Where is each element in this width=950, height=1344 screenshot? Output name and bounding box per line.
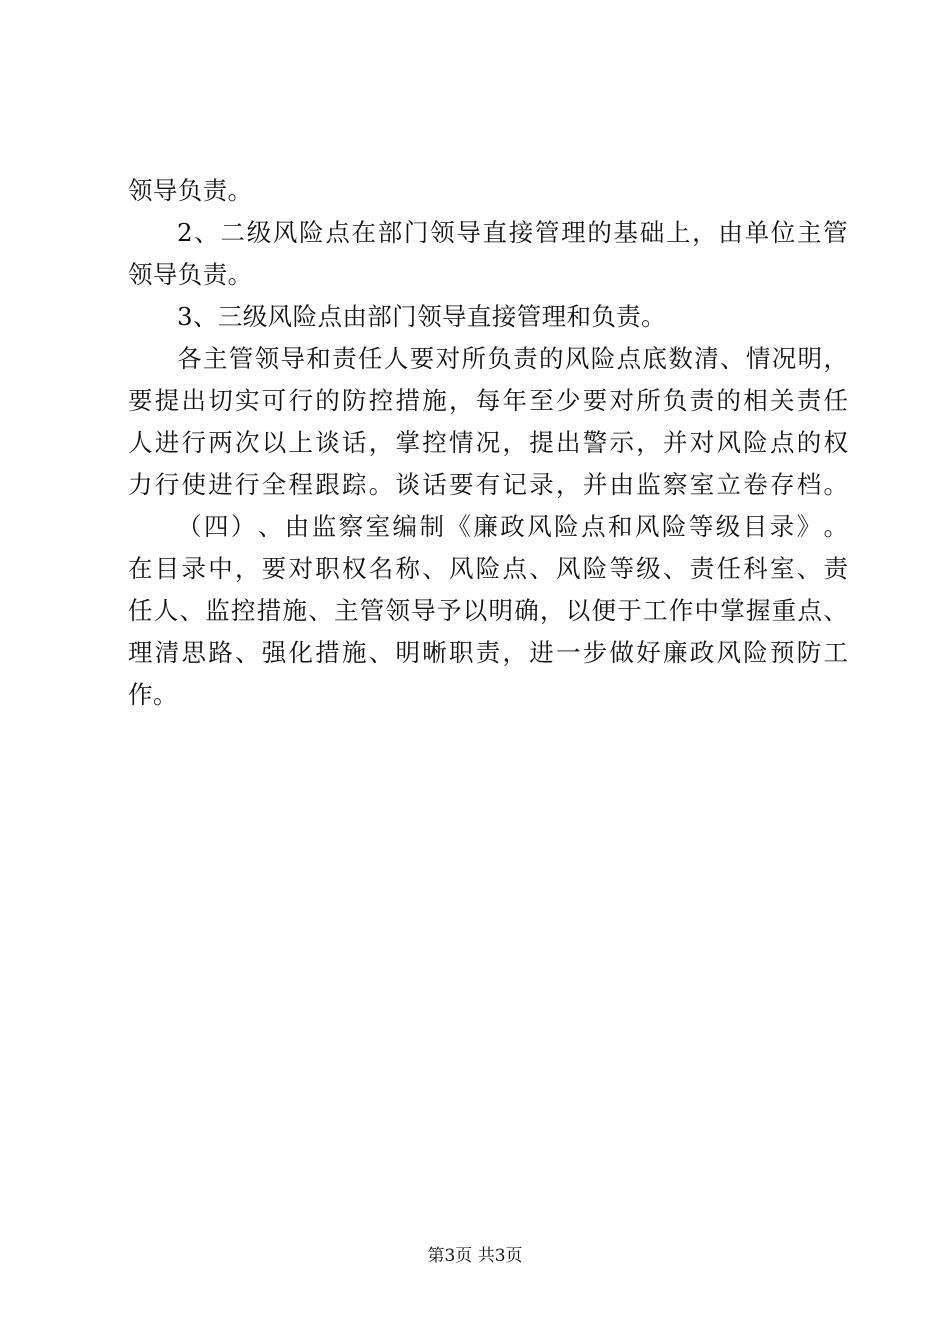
text-char: 措 [256, 596, 282, 625]
text-char: 科 [743, 554, 768, 583]
text-char: 权 [342, 554, 367, 583]
text-char: （ [177, 512, 202, 541]
text-char: 人 [153, 596, 179, 625]
text-char: ， [692, 218, 717, 247]
text-char: 况 [475, 428, 501, 457]
text-char: 力 [128, 470, 153, 499]
text-char: 工 [643, 596, 668, 625]
text-char: 掌 [395, 428, 420, 457]
text-char: 有 [475, 470, 501, 499]
text-char: 出 [181, 386, 206, 415]
text-char: 掌 [720, 596, 745, 625]
text-char: 施 [282, 596, 307, 625]
text-char: 每 [475, 386, 501, 415]
text-line: 领导负责。 [128, 176, 253, 205]
text-char: 察 [663, 470, 688, 499]
text-char: 化 [288, 638, 313, 667]
text-char: 负 [663, 386, 688, 415]
text-char: 示 [609, 428, 634, 457]
text-char: 》 [796, 512, 822, 541]
text-char: 好 [636, 638, 661, 667]
text-char: 导 [456, 218, 481, 247]
text-char: 行 [181, 428, 206, 457]
text-char: 基 [613, 218, 639, 247]
text-char: 明 [797, 344, 823, 373]
text-char: 强 [261, 638, 287, 667]
text-char: 、 [235, 638, 260, 667]
text-char: 险 [475, 554, 501, 583]
text-char: 警 [582, 428, 608, 457]
text-char: 情 [745, 344, 771, 373]
text-char: 措 [395, 386, 420, 415]
text-char: ， [502, 638, 527, 667]
text-char: 风 [556, 554, 581, 583]
text-char: 行 [154, 470, 180, 499]
text-char: 作 [668, 596, 694, 625]
text-char: ， [556, 470, 581, 499]
text-char: 险 [590, 344, 616, 373]
text-char: 室 [365, 512, 391, 541]
text-char: 工 [823, 638, 848, 667]
text-char: 风 [449, 554, 474, 583]
text-char: 施 [342, 638, 367, 667]
text-char: 两 [208, 428, 233, 457]
text-char: 位 [770, 218, 796, 247]
text-char: 提 [529, 428, 554, 457]
text-char: 任 [358, 344, 383, 373]
text-char: 人 [128, 428, 153, 457]
text-char: 的 [716, 386, 741, 415]
text-char: 由 [609, 470, 634, 499]
text-char: 在 [128, 554, 153, 583]
text-char: 关 [770, 386, 795, 415]
text-char: 目 [154, 554, 180, 583]
text-char: 年 [502, 386, 527, 415]
text-char: 可 [261, 386, 287, 415]
text-char: 明 [395, 638, 420, 667]
text-char: 步 [582, 638, 608, 667]
text-char: 行 [288, 386, 313, 415]
text-char: 的 [315, 386, 340, 415]
text-char: 导 [411, 596, 436, 625]
text-char: 接 [508, 218, 534, 247]
text-char: 、 [663, 554, 688, 583]
text-char: 责 [475, 638, 501, 667]
text-char: ， [540, 596, 565, 625]
text-char: 。 [823, 470, 848, 499]
text-line-justified [128, 380, 848, 422]
text-char: 称 [395, 554, 420, 583]
text-char: 。 [823, 512, 848, 541]
text-char: 、 [257, 512, 283, 541]
text-char: 明 [488, 596, 513, 625]
text-char: 要 [261, 554, 287, 583]
text-char: 险 [582, 554, 608, 583]
text-char: 制 [419, 512, 444, 541]
text-line-justified [128, 422, 848, 464]
text-char: 至 [529, 386, 554, 415]
text-char: 控 [368, 386, 394, 415]
text-char: 监 [636, 470, 661, 499]
text-char: 管 [534, 218, 560, 247]
text-char: 础 [639, 218, 665, 247]
text-char: 程 [288, 470, 313, 499]
text-char: 管 [228, 344, 254, 373]
text-char: 谈 [315, 428, 340, 457]
text-char: 责 [332, 344, 357, 373]
text-char: 底 [642, 344, 667, 373]
text-char: ， [449, 386, 474, 415]
text-char: 做 [609, 638, 634, 667]
text-char: 立 [716, 470, 741, 499]
text-line-justified [128, 464, 848, 506]
text-char: 职 [449, 638, 474, 667]
text-char: 于 [617, 596, 642, 625]
text-char: 、 [422, 554, 447, 583]
text-char: 门 [403, 218, 429, 247]
text-char: ， [502, 428, 527, 457]
text-char: 和 [306, 344, 331, 373]
text-char: 路 [208, 638, 233, 667]
text-char: ， [636, 428, 661, 457]
text-char: 等 [688, 512, 714, 541]
text-char: 重 [771, 596, 797, 625]
text-char: 录 [181, 554, 206, 583]
text-char: 全 [261, 470, 287, 499]
text-char: 主 [202, 344, 228, 373]
text-char: 风 [272, 218, 298, 247]
text-char: 对 [609, 386, 634, 415]
text-char: 防 [342, 386, 367, 415]
text-char: 要 [582, 386, 608, 415]
text-char: 任 [823, 386, 848, 415]
text-char: 廉 [663, 638, 688, 667]
text-char: 室 [770, 554, 795, 583]
text-char: 数 [668, 344, 693, 373]
text-line: 作。 [128, 680, 178, 709]
text-char: 责 [513, 344, 538, 373]
text-char: 握 [746, 596, 771, 625]
text-char: 况 [771, 344, 797, 373]
text-char: 使 [181, 470, 206, 499]
text-char: 踪 [342, 470, 367, 499]
text-char: 切 [208, 386, 233, 415]
text-char: 以 [565, 596, 591, 625]
text-char: 对 [288, 554, 313, 583]
text-char: 风 [564, 344, 590, 373]
text-char: ， [235, 554, 260, 583]
text-char: 、 [368, 638, 394, 667]
text-char: 权 [823, 428, 848, 457]
text-char: 由 [718, 218, 743, 247]
text-char: 跟 [315, 470, 340, 499]
text-char: 进 [208, 470, 233, 499]
text-char: 卷 [743, 470, 768, 499]
text-char: 出 [556, 428, 581, 457]
text-char: 职 [315, 554, 340, 583]
text-char: 理 [128, 638, 153, 667]
text-char: 由 [284, 512, 310, 541]
text-char: 、 [823, 596, 848, 625]
text-char: 的 [587, 218, 612, 247]
text-char: 以 [261, 428, 287, 457]
text-char: 所 [636, 386, 661, 415]
text-char: 、 [720, 344, 745, 373]
text-char: 要 [128, 386, 153, 415]
text-char: 思 [181, 638, 206, 667]
text-char: 提 [154, 386, 180, 415]
text-char: 点 [797, 596, 822, 625]
text-char: 行 [235, 470, 260, 499]
text-char: 风 [634, 512, 660, 541]
text-char: 确 [514, 596, 539, 625]
text-char: 险 [661, 512, 687, 541]
text-char: 清 [694, 344, 719, 373]
text-char: 2 [177, 218, 193, 247]
text-char: 点 [502, 554, 527, 583]
text-char: 主 [334, 596, 359, 625]
text-line-justified [128, 632, 848, 674]
text-char: 中 [694, 596, 719, 625]
text-char: 责 [689, 386, 715, 415]
text-char: 录 [529, 470, 554, 499]
text-char: 一 [556, 638, 581, 667]
text-char: 次 [235, 428, 260, 457]
text-line: 领导负责。 [128, 260, 253, 289]
text-char: 理 [561, 218, 586, 247]
text-char: 人 [383, 344, 409, 373]
text-char: 进 [154, 428, 180, 457]
text-char: 险 [743, 638, 768, 667]
text-char: 防 [796, 638, 822, 667]
text-char: 上 [665, 218, 691, 247]
text-char: 政 [689, 638, 715, 667]
text-char: 、 [308, 596, 333, 625]
text-char: 控 [422, 428, 447, 457]
text-char: 四 [203, 512, 229, 541]
text-char: 要 [449, 470, 474, 499]
text-char: 目 [742, 512, 768, 541]
text-char: 便 [591, 596, 616, 625]
text-char: 晰 [422, 638, 447, 667]
text-char: 风 [716, 638, 741, 667]
text-char: 清 [154, 638, 180, 667]
text-char: 录 [769, 512, 795, 541]
text-char: 险 [299, 218, 324, 247]
text-char: 廉 [473, 512, 498, 541]
text-line: 3、三级风险点由部门领导直接管理和负责。 [177, 302, 667, 331]
text-char: 级 [246, 218, 272, 247]
text-char: 管 [823, 218, 848, 247]
text-char: 在 [351, 218, 377, 247]
text-line-justified [128, 548, 848, 590]
text-char: 话 [422, 470, 447, 499]
text-char: 预 [770, 638, 795, 667]
text-char: 点 [581, 512, 606, 541]
text-char: 和 [608, 512, 633, 541]
text-char: 主 [796, 218, 822, 247]
text-char: 监 [311, 512, 337, 541]
text-char: 风 [716, 428, 741, 457]
text-char: 点 [325, 218, 350, 247]
text-char: 予 [437, 596, 462, 625]
text-char: 上 [288, 428, 313, 457]
text-char: 相 [743, 386, 768, 415]
text-char: 部 [377, 218, 403, 247]
text-line-justified [128, 590, 848, 632]
text-char: 控 [231, 596, 256, 625]
text-char: 监 [205, 596, 230, 625]
text-char: 以 [462, 596, 488, 625]
text-char: 并 [663, 428, 688, 457]
text-char: 、 [179, 596, 204, 625]
text-char: 领 [254, 344, 280, 373]
text-line-justified [128, 506, 848, 548]
text-char: 中 [208, 554, 233, 583]
text-char: 任 [128, 596, 153, 625]
text-char: 管 [359, 596, 385, 625]
text-char: 、 [796, 554, 822, 583]
text-line-justified [128, 338, 848, 380]
text-char: 点 [770, 428, 795, 457]
text-char: 进 [529, 638, 554, 667]
text-char: 责 [823, 554, 848, 583]
text-char: 情 [449, 428, 474, 457]
text-char: 风 [527, 512, 552, 541]
text-char: 二 [220, 218, 245, 247]
text-line-justified [128, 212, 848, 254]
text-char: 存 [770, 470, 795, 499]
text-char: 编 [392, 512, 417, 541]
text-char: 责 [689, 554, 715, 583]
document-body [128, 170, 848, 716]
text-char: 措 [315, 638, 340, 667]
text-char: 险 [554, 512, 579, 541]
text-char: 负 [487, 344, 512, 373]
text-char: 点 [616, 344, 642, 373]
text-char: 名 [368, 554, 394, 583]
text-char: 察 [338, 512, 364, 541]
text-char: 领 [430, 218, 455, 247]
text-char: 级 [715, 512, 741, 541]
text-char: 直 [482, 218, 508, 247]
text-char: 政 [500, 512, 525, 541]
text-char: ） [230, 512, 256, 541]
text-char: 任 [716, 554, 741, 583]
text-char: 等 [609, 554, 634, 583]
text-char: 所 [461, 344, 486, 373]
text-char: 话 [342, 428, 367, 457]
text-char: 记 [502, 470, 527, 499]
text-char: 谈 [395, 470, 420, 499]
text-char: 。 [368, 470, 394, 499]
text-char: 各 [177, 344, 202, 373]
text-char: 导 [280, 344, 305, 373]
text-char: 领 [385, 596, 410, 625]
text-char: 要 [409, 344, 435, 373]
text-char: 责 [796, 386, 822, 415]
text-char: 少 [556, 386, 581, 415]
text-char: 并 [582, 470, 608, 499]
text-char: 、 [529, 554, 554, 583]
text-char: 单 [744, 218, 770, 247]
page-number-footer: 第3页 共3页 [427, 1246, 523, 1266]
text-char: ， [823, 344, 848, 373]
text-char: 档 [796, 470, 822, 499]
text-char: ， [368, 428, 394, 457]
text-char: 、 [194, 218, 219, 247]
text-char: 实 [235, 386, 260, 415]
text-char: 对 [435, 344, 461, 373]
text-char: 的 [539, 344, 564, 373]
text-char: 的 [796, 428, 822, 457]
text-char: 险 [743, 428, 768, 457]
text-char: 室 [689, 470, 715, 499]
text-char: 施 [422, 386, 447, 415]
text-char: 《 [446, 512, 471, 541]
text-char: 级 [636, 554, 661, 583]
text-char: 对 [689, 428, 715, 457]
